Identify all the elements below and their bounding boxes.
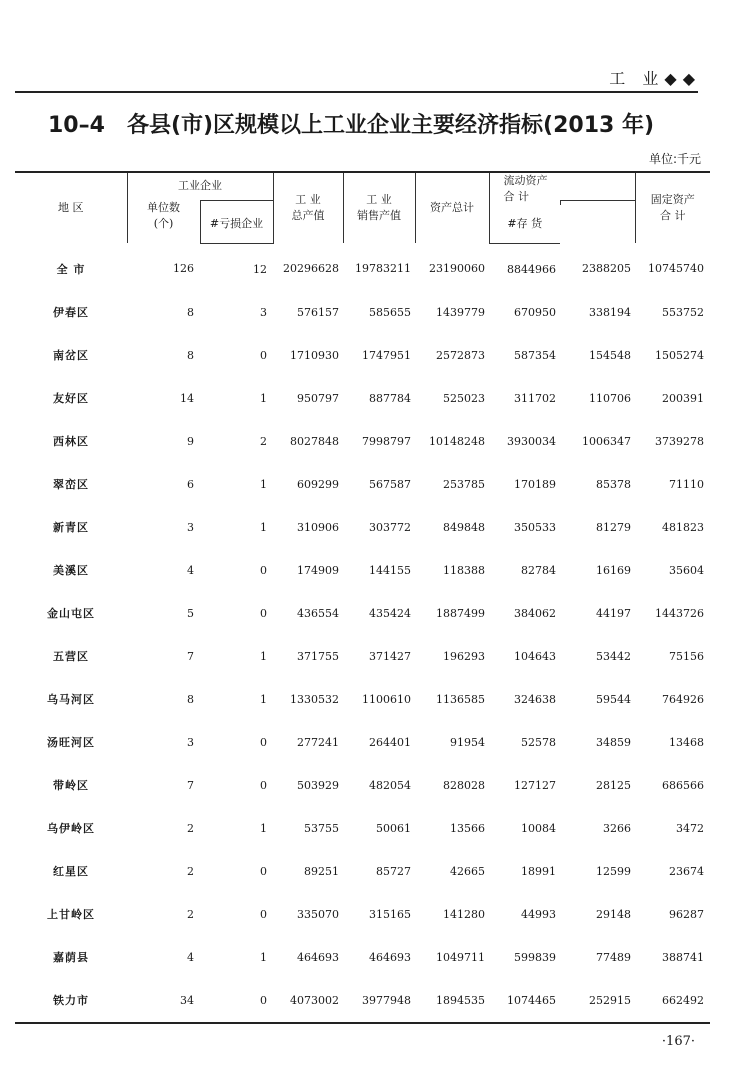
cell-sales: 19783211: [355, 262, 411, 276]
cell-region: 翠峦区: [53, 478, 89, 491]
cell-fixed: 3739278: [655, 434, 704, 448]
table-row: [15, 721, 710, 764]
cell-current: 10084: [521, 821, 556, 835]
cell-sales: 85727: [376, 864, 411, 878]
section-divider: [15, 91, 698, 93]
cell-units: 126: [173, 262, 194, 276]
cell-current: 324638: [514, 692, 556, 706]
cell-output: 20296628: [283, 262, 339, 276]
cell-inventory: 77489: [596, 950, 631, 964]
cell-loss: 2: [260, 434, 267, 448]
cell-sales: 264401: [369, 735, 411, 749]
cell-region: 乌马河区: [47, 693, 95, 706]
cell-assets: 1894535: [415, 979, 489, 1023]
cell-sales: 1747951: [362, 348, 411, 362]
cell-assets: 196293: [443, 649, 485, 663]
cell-assets: 13566: [450, 821, 485, 835]
cell-region: 五营区: [53, 650, 89, 663]
cell-units: 2: [187, 821, 194, 835]
cell-fixed: 686566: [662, 778, 704, 792]
cell-current: 8844966: [507, 262, 556, 276]
cell-inventory: 34859: [596, 735, 631, 749]
cell-inventory: 154548: [589, 348, 631, 362]
cell-sales: 315165: [369, 907, 411, 921]
cell-inventory: 85378: [596, 477, 631, 491]
cell-loss: 12: [253, 262, 267, 276]
cell-loss: 0: [260, 735, 267, 749]
cell-current: 587354: [514, 348, 556, 362]
cell-inventory: 53442: [596, 649, 631, 663]
header-enterprise-group: 工业企业: [127, 172, 273, 200]
cell-region: 友好区: [53, 392, 89, 405]
cell-loss: 1: [260, 692, 267, 706]
cell-output: 436554: [297, 606, 339, 620]
cell-fixed: 481823: [662, 520, 704, 534]
cell-loss: 1: [260, 821, 267, 835]
cell-assets: 525023: [443, 391, 485, 405]
cell-current: 3930034: [507, 434, 556, 448]
cell-fixed: 13468: [669, 735, 704, 749]
table-row: [15, 893, 710, 936]
cell-inventory: 252915: [560, 979, 635, 1023]
cell-assets: 849848: [443, 520, 485, 534]
cell-sales: 50061: [376, 821, 411, 835]
cell-units: 5: [187, 606, 194, 620]
cell-inventory: 29148: [596, 907, 631, 921]
cell-region: 南岔区: [53, 349, 89, 362]
cell-assets: 141280: [443, 907, 485, 921]
cell-inventory: 110706: [589, 391, 631, 405]
header-total-assets: 资产总计: [415, 172, 489, 243]
table-row: [15, 850, 710, 893]
cell-output: 576157: [297, 305, 339, 319]
cell-loss: 3: [260, 305, 267, 319]
cell-region: 汤旺河区: [47, 736, 95, 749]
table-row: [15, 678, 710, 721]
cell-inventory: 12599: [596, 864, 631, 878]
table-row: [15, 764, 710, 807]
table-row: [15, 936, 710, 979]
cell-region: 新青区: [53, 521, 89, 534]
cell-units: 14: [180, 391, 194, 405]
cell-loss: 1: [260, 520, 267, 534]
cell-assets: 118388: [443, 563, 485, 577]
cell-fixed: 764926: [662, 692, 704, 706]
cell-sales: 464693: [369, 950, 411, 964]
cell-inventory: 44197: [596, 606, 631, 620]
cell-units: 9: [187, 434, 194, 448]
cell-output: 4073002: [273, 979, 343, 1023]
cell-inventory: 338194: [589, 305, 631, 319]
table-row: [15, 979, 710, 1023]
table-row: [15, 420, 710, 463]
cell-loss: 1: [260, 649, 267, 663]
cell-units: 4: [187, 950, 194, 964]
cell-fixed: 75156: [669, 649, 704, 663]
cell-loss: 1: [260, 391, 267, 405]
table-row: [15, 549, 710, 592]
cell-output: 371755: [297, 649, 339, 663]
cell-sales: 887784: [369, 391, 411, 405]
cell-units: 34: [127, 979, 200, 1023]
cell-output: 277241: [297, 735, 339, 749]
cell-region: 西林区: [53, 435, 89, 448]
cell-units: 3: [187, 520, 194, 534]
cell-sales: 482054: [369, 778, 411, 792]
table-title: 各县(市)区规模以上工业企业主要经济指标(2013 年): [126, 113, 655, 138]
cell-current: 311702: [514, 391, 556, 405]
table-number: 10–4: [48, 113, 105, 138]
cell-region: 带岭区: [53, 779, 89, 792]
cell-output: 53755: [304, 821, 339, 835]
cell-current: 52578: [521, 735, 556, 749]
cell-fixed: 3472: [676, 821, 704, 835]
cell-current: 82784: [521, 563, 556, 577]
table-row: [15, 807, 710, 850]
cell-current: 127127: [514, 778, 556, 792]
cell-inventory: 2388205: [582, 262, 631, 276]
cell-sales: 585655: [369, 305, 411, 319]
cell-output: 174909: [297, 563, 339, 577]
cell-fixed: 10745740: [648, 262, 704, 276]
cell-output: 464693: [297, 950, 339, 964]
cell-output: 335070: [297, 907, 339, 921]
table-row: [15, 334, 710, 377]
header-current-assets: 流动资产 合 计: [489, 172, 560, 205]
cell-output: 89251: [304, 864, 339, 878]
cell-inventory: 28125: [596, 778, 631, 792]
header-region: 地 区: [15, 172, 127, 243]
cell-current: 170189: [514, 477, 556, 491]
cell-current: 599839: [514, 950, 556, 964]
cell-sales: 435424: [369, 606, 411, 620]
header-fixed-assets: 固定资产 合 计: [635, 172, 710, 243]
cell-fixed: 35604: [669, 563, 704, 577]
table-row: [15, 635, 710, 678]
cell-inventory: 3266: [603, 821, 631, 835]
cell-units: 7: [187, 649, 194, 663]
page-title: [48, 108, 654, 139]
cell-sales: 1100610: [362, 692, 411, 706]
cell-region: 伊春区: [53, 306, 89, 319]
cell-sales: 3977948: [343, 979, 415, 1023]
cell-fixed: 662492: [635, 979, 710, 1023]
cell-output: 1710930: [290, 348, 339, 362]
cell-fixed: 200391: [662, 391, 704, 405]
indicators-table: [15, 171, 710, 1024]
cell-sales: 303772: [369, 520, 411, 534]
cell-sales: 144155: [369, 563, 411, 577]
cell-loss: 0: [260, 778, 267, 792]
cell-assets: 828028: [443, 778, 485, 792]
cell-output: 1330532: [290, 692, 339, 706]
cell-region: 乌伊岭区: [47, 822, 95, 835]
cell-region: 上甘岭区: [47, 908, 95, 921]
cell-output: 310906: [297, 520, 339, 534]
cell-fixed: 1505274: [655, 348, 704, 362]
cell-assets: 1887499: [436, 606, 485, 620]
cell-units: 8: [187, 692, 194, 706]
header-sales: 工 业 销售产值: [343, 172, 415, 243]
cell-current: 104643: [514, 649, 556, 663]
cell-assets: 23190060: [429, 262, 485, 276]
cell-assets: 1049711: [436, 950, 485, 964]
cell-assets: 253785: [443, 477, 485, 491]
cell-loss: 0: [260, 348, 267, 362]
cell-loss: 1: [260, 950, 267, 964]
cell-region: 美溪区: [53, 564, 89, 577]
cell-loss: 0: [260, 864, 267, 878]
cell-sales: 567587: [369, 477, 411, 491]
table-row: [15, 377, 710, 420]
cell-inventory: 81279: [596, 520, 631, 534]
cell-inventory: 1006347: [582, 434, 631, 448]
cell-fixed: 96287: [669, 907, 704, 921]
cell-output: 609299: [297, 477, 339, 491]
cell-fixed: 71110: [669, 477, 704, 491]
header-enterprise-units: 单位数 (个): [127, 200, 200, 243]
page-number: ·167·: [661, 1034, 695, 1049]
cell-units: 6: [187, 477, 194, 491]
cell-output: 8027848: [290, 434, 339, 448]
cell-units: 4: [187, 563, 194, 577]
header-output: 工 业 总产值: [273, 172, 343, 243]
cell-inventory: 59544: [596, 692, 631, 706]
header-loss-enterprise: #亏损企业: [200, 205, 273, 243]
header-inventory-spacer: [560, 200, 635, 205]
cell-loss: 1: [260, 477, 267, 491]
table-row: [15, 243, 710, 291]
cell-current: 350533: [514, 520, 556, 534]
cell-assets: 42665: [450, 864, 485, 878]
cell-loss: 0: [260, 907, 267, 921]
unit-label: 单位:千元: [648, 152, 701, 166]
cell-fixed: 23674: [669, 864, 704, 878]
cell-region: 全 市: [56, 262, 86, 276]
cell-units: 7: [187, 778, 194, 792]
header-current-assets-span: [560, 172, 635, 200]
cell-units: 8: [187, 305, 194, 319]
cell-fixed: 388741: [662, 950, 704, 964]
cell-current: 44993: [521, 907, 556, 921]
cell-current: 670950: [514, 305, 556, 319]
cell-units: 2: [187, 907, 194, 921]
table-row: [15, 463, 710, 506]
table-row: [15, 592, 710, 635]
cell-assets: 2572873: [436, 348, 485, 362]
cell-assets: 1136585: [436, 692, 485, 706]
cell-region: 金山屯区: [47, 607, 95, 620]
cell-assets: 1439779: [436, 305, 485, 319]
table-row: [15, 291, 710, 334]
cell-loss: 0: [260, 563, 267, 577]
cell-assets: 91954: [450, 735, 485, 749]
cell-units: 8: [187, 348, 194, 362]
cell-assets: 10148248: [429, 434, 485, 448]
cell-current: 384062: [514, 606, 556, 620]
cell-loss: 0: [200, 979, 273, 1023]
cell-current: 1074465: [489, 979, 560, 1023]
cell-fixed: 553752: [662, 305, 704, 319]
table-row: [15, 506, 710, 549]
cell-sales: 7998797: [362, 434, 411, 448]
cell-units: 2: [187, 864, 194, 878]
cell-fixed: 1443726: [655, 606, 704, 620]
cell-current: 18991: [521, 864, 556, 878]
header-inventory: #存 货: [489, 205, 560, 243]
cell-inventory: 16169: [596, 563, 631, 577]
cell-sales: 371427: [369, 649, 411, 663]
cell-units: 3: [187, 735, 194, 749]
section-header: 工 业◆◆: [609, 69, 701, 88]
cell-output: 950797: [297, 391, 339, 405]
cell-output: 503929: [297, 778, 339, 792]
cell-region: 红星区: [53, 865, 89, 878]
cell-loss: 0: [260, 606, 267, 620]
cell-region: 嘉荫县: [53, 951, 89, 964]
cell-region: 铁力市: [15, 979, 127, 1023]
